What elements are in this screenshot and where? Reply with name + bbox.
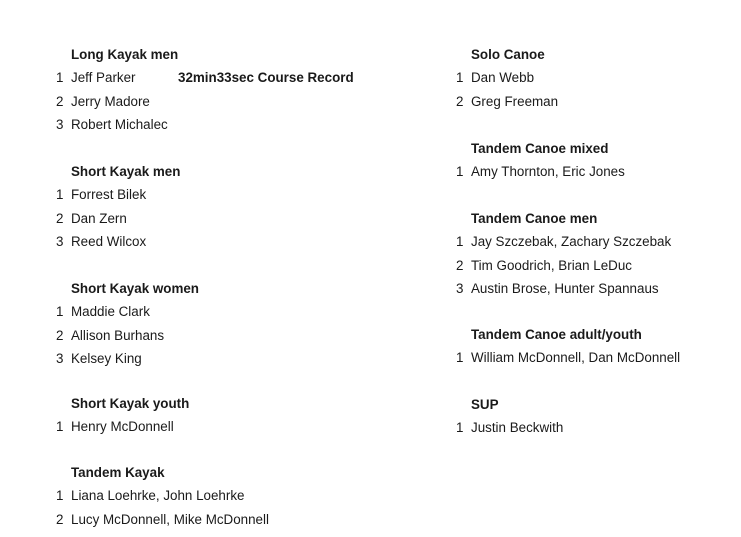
competitor-name: Tim Goodrich, Brian LeDuc bbox=[471, 257, 632, 273]
competitor-name: Dan Webb bbox=[471, 70, 535, 86]
competitor-name: Jay Szczebak, Zachary Szczebak bbox=[471, 234, 672, 250]
section-heading: Tandem Canoe adult/youth bbox=[471, 327, 642, 342]
competitor-name: Lucy McDonnell, Mike McDonnell bbox=[71, 511, 269, 527]
competitor-name: Maddie Clark bbox=[71, 304, 150, 320]
course-record-note: 32min33sec Course Record bbox=[178, 70, 354, 86]
section-heading: Solo Canoe bbox=[471, 47, 545, 62]
place-number: 2 bbox=[456, 257, 464, 273]
place-number: 1 bbox=[456, 70, 464, 86]
place-number: 1 bbox=[456, 350, 464, 366]
competitor-name: Greg Freeman bbox=[471, 93, 559, 109]
competitor-name: Forrest Bilek bbox=[71, 187, 147, 203]
competitor-name: Amy Thornton, Eric Jones bbox=[471, 164, 625, 180]
place-number: 1 bbox=[456, 234, 464, 250]
section-heading: Short Kayak women bbox=[71, 281, 199, 296]
competitor-name: William McDonnell, Dan McDonnell bbox=[471, 350, 681, 366]
competitor-name: Robert Michalec bbox=[71, 116, 168, 132]
section-heading: Long Kayak men bbox=[71, 47, 179, 62]
place-number: 1 bbox=[456, 164, 464, 180]
section-heading: Short Kayak youth bbox=[71, 396, 190, 411]
competitor-name: Allison Burhans bbox=[71, 327, 165, 343]
section-heading: Tandem Kayak bbox=[71, 465, 165, 480]
place-number: 2 bbox=[56, 210, 64, 226]
section-heading: Short Kayak men bbox=[71, 164, 181, 179]
place-number: 1 bbox=[56, 70, 64, 86]
section-heading: Tandem Canoe mixed bbox=[471, 141, 609, 156]
place-number: 1 bbox=[56, 304, 64, 320]
competitor-name: Liana Loehrke, John Loehrke bbox=[71, 488, 245, 504]
place-number: 2 bbox=[456, 93, 464, 109]
competitor-name: Justin Beckwith bbox=[471, 420, 564, 436]
competitor-name: Reed Wilcox bbox=[71, 233, 147, 249]
competitor-name: Jeff Parker bbox=[71, 70, 136, 86]
place-number: 1 bbox=[56, 419, 64, 435]
place-number: 3 bbox=[456, 280, 464, 296]
place-number: 1 bbox=[456, 420, 464, 436]
competitor-name: Austin Brose, Hunter Spannaus bbox=[471, 280, 659, 296]
competitor-name: Kelsey King bbox=[71, 350, 142, 366]
place-number: 1 bbox=[56, 488, 64, 504]
place-number: 1 bbox=[56, 187, 64, 203]
place-number: 3 bbox=[56, 233, 64, 249]
place-number: 2 bbox=[56, 93, 64, 109]
place-number: 3 bbox=[56, 116, 64, 132]
section-heading: Tandem Canoe men bbox=[471, 211, 598, 226]
competitor-name: Jerry Madore bbox=[71, 93, 150, 109]
competitor-name: Dan Zern bbox=[71, 210, 127, 226]
competitor-name: Henry McDonnell bbox=[71, 419, 174, 435]
place-number: 3 bbox=[56, 350, 64, 366]
place-number: 2 bbox=[56, 327, 64, 343]
section-heading: SUP bbox=[471, 397, 499, 412]
place-number: 2 bbox=[56, 511, 64, 527]
